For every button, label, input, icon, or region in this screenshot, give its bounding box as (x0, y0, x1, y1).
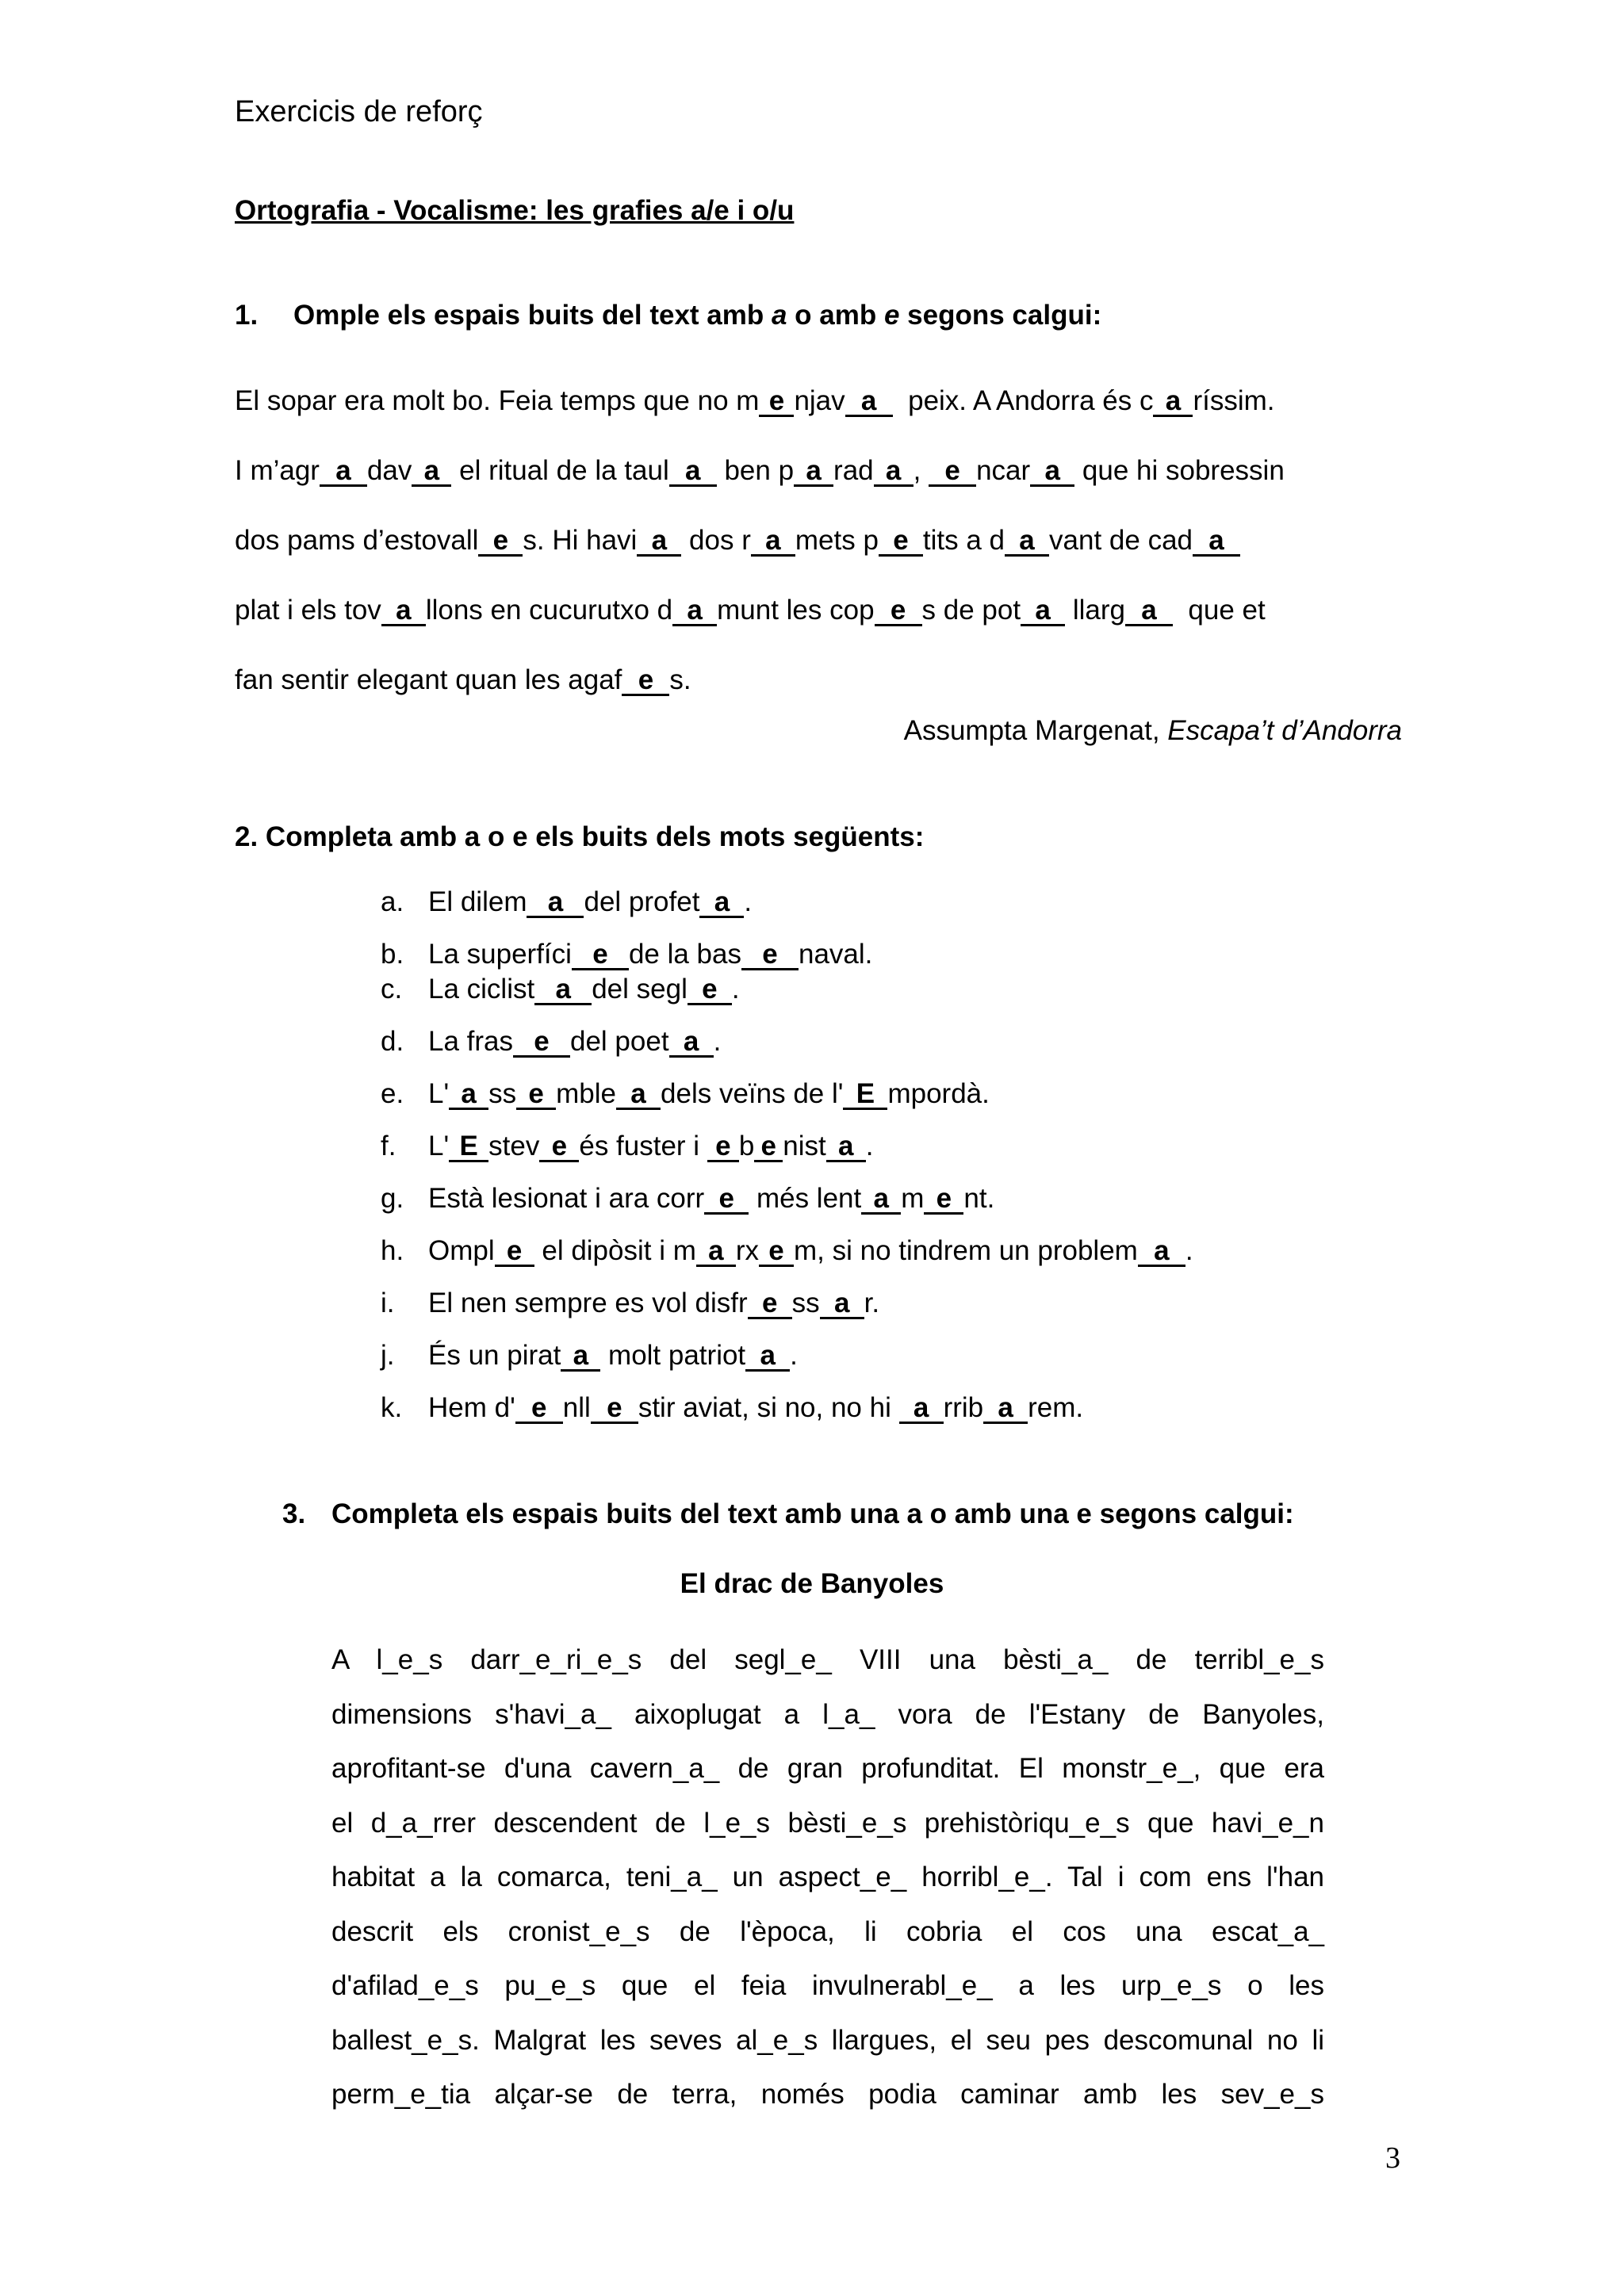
text-segment: La fras (428, 1026, 513, 1057)
text-segment: vant de cad (1049, 525, 1193, 556)
item-letter: b. (381, 939, 404, 970)
answer-blank: a (412, 457, 451, 487)
answer-blank: a (381, 596, 426, 626)
answer-blank: e (495, 1237, 534, 1267)
text-segment: La superfíci (428, 939, 572, 970)
answer-blank: a (1153, 387, 1193, 417)
text-line (235, 576, 1394, 645)
story-title: El drac de Banyoles (680, 1568, 944, 1599)
story-line: perm_e_tia alçar-se de terra, només podia caminar amb les sev_e_s (331, 2079, 1324, 2110)
item-text (428, 1392, 1083, 1424)
text-line (235, 436, 1394, 506)
text-segment: dels veïns de l' (661, 1078, 844, 1109)
text-segment: . (790, 1340, 798, 1371)
text-segment: ríssim. (1193, 385, 1275, 416)
answer-blank: e (875, 596, 922, 626)
item-text (428, 1183, 994, 1215)
text-segment: s de pot (921, 595, 1021, 626)
text-segment: el ritual de la taul (451, 455, 669, 486)
text-segment: del segl (592, 974, 688, 1004)
item-text (428, 1078, 990, 1110)
answer-blank: a (874, 457, 914, 487)
item-letter: g. (381, 1183, 404, 1214)
answer-blank: a (820, 1289, 864, 1319)
text-segment: . (713, 1026, 722, 1057)
item-letter: f. (381, 1131, 396, 1161)
answer-blank: a (1030, 457, 1074, 487)
answer-blank: a (845, 387, 893, 417)
text-segment: ss (791, 1288, 820, 1318)
source-work: Escapa’t d’Andorra (1167, 715, 1402, 746)
text-segment: m (901, 1183, 925, 1214)
text-segment: llarg (1065, 595, 1125, 626)
text-segment: I m’agr (235, 455, 320, 486)
answer-blank: e (759, 1237, 794, 1267)
answer-blank: a (1193, 526, 1240, 557)
text-segment: naval. (799, 939, 873, 970)
text-segment: més lent (749, 1183, 862, 1214)
text-segment: L' (428, 1131, 450, 1161)
answer-blank: e (688, 975, 732, 1005)
text-segment: , (913, 455, 929, 486)
exercise-1-title-a: a (771, 300, 787, 331)
item-text (428, 939, 872, 970)
text-segment: mble (556, 1078, 617, 1109)
answer-blank: a (826, 1132, 866, 1162)
answer-blank: e (539, 1132, 579, 1162)
exercise-1-title (235, 300, 1101, 331)
item-letter: e. (381, 1078, 404, 1109)
item-letter: h. (381, 1235, 404, 1266)
exercise-1-source (904, 715, 1402, 747)
answer-blank: a (745, 1341, 790, 1372)
exercise-1-text (235, 366, 1394, 715)
answer-blank: e (748, 1289, 792, 1319)
item-text (428, 1131, 873, 1162)
text-segment: s. Hi havi (523, 525, 638, 556)
text-segment: stev (488, 1131, 540, 1161)
text-segment: ncar (976, 455, 1031, 486)
text-segment: del poet (570, 1026, 669, 1057)
text-segment: del profet (584, 886, 700, 917)
text-segment: mpordà. (887, 1078, 990, 1109)
item-letter: j. (381, 1340, 395, 1371)
text-segment: és fuster i (579, 1131, 707, 1161)
text-line (235, 366, 1394, 436)
item-letter: i. (381, 1288, 395, 1318)
answer-blank: a (320, 457, 367, 487)
story-line: aprofitant-se d'una cavern_a_ de gran profunditat. El monstr_e_, que era (331, 1753, 1324, 1784)
answer-blank: e (516, 1080, 556, 1110)
text-segment: nist (783, 1131, 826, 1161)
answer-blank: a (669, 457, 717, 487)
answer-blank: a (1125, 596, 1173, 626)
text-segment: de la bas (628, 939, 741, 970)
answer-blank: E (449, 1132, 488, 1162)
text-segment: Està lesionat i ara corr (428, 1183, 705, 1214)
page-header: Exercicis de reforç (235, 95, 483, 128)
answer-blank: a (534, 975, 592, 1005)
story-line: ballest_e_s. Malgrat les seves al_e_s llargues, el seu pes descomunal no li (331, 2024, 1324, 2056)
answer-blank: a (696, 1237, 736, 1267)
text-segment: . (865, 1131, 874, 1161)
exercise-1-title-mid: o amb (787, 300, 884, 331)
text-segment: b (738, 1131, 755, 1161)
text-segment: llons en cucurutxo d (425, 595, 673, 626)
answer-blank: e (754, 1132, 783, 1162)
answer-blank: E (843, 1080, 887, 1110)
story-line: d'afilad_e_s pu_e_s que el feia invulnerabl_e_ a les urp_e_s o les (331, 1970, 1324, 2001)
answer-blank: a (561, 1341, 600, 1372)
answer-blank: e (513, 1027, 570, 1058)
text-segment: rrib (943, 1392, 984, 1423)
answer-blank: e (929, 457, 976, 487)
answer-blank: a (794, 457, 833, 487)
text-segment: L' (428, 1078, 450, 1109)
text-segment: dav (366, 455, 412, 486)
exercise-3-text (331, 1633, 1324, 2122)
section-title: Ortografia - Vocalisme: les grafies a/e i o/u (235, 195, 795, 226)
answer-blank: e (707, 1132, 739, 1162)
source-author: Assumpta Margenat, (903, 715, 1168, 746)
item-letter: c. (381, 974, 403, 1004)
text-segment: És un pirat (428, 1340, 561, 1371)
text-segment: munt les cop (717, 595, 875, 626)
answer-blank: e (515, 1394, 563, 1424)
text-segment: mets p (795, 525, 879, 556)
exercise-1-title-e: e (883, 300, 900, 331)
text-segment: Hem d' (428, 1392, 515, 1423)
answer-blank: a (751, 526, 795, 557)
exercise-1-number: 1. (235, 300, 259, 331)
answer-blank: e (741, 940, 799, 970)
exercise-3-number: 3. (282, 1498, 306, 1529)
text-segment: que hi sobressin (1074, 455, 1285, 486)
item-text (428, 1026, 721, 1058)
text-segment: que et (1172, 595, 1266, 626)
item-letter: d. (381, 1026, 404, 1057)
text-segment: dos pams d’estovall (235, 525, 479, 556)
item-text (428, 1340, 798, 1372)
answer-blank: a (527, 888, 584, 918)
answer-blank: e (704, 1184, 749, 1215)
answer-blank: a (669, 1027, 714, 1058)
exercise-3-title-text: Completa els espais buits del text amb una a o amb una e segons calgui: (331, 1498, 1294, 1529)
answer-blank: a (616, 1080, 661, 1110)
item-text (428, 1288, 879, 1319)
text-segment: rem. (1028, 1392, 1084, 1423)
answer-blank: a (1138, 1237, 1185, 1267)
story-line: el d_a_rrer descendent de l_e_s bèsti_e_s prehistòriqu_e_s que havi_e_n (331, 1807, 1324, 1839)
answer-blank: e (622, 666, 669, 696)
text-segment: rad (833, 455, 874, 486)
answer-blank: e (924, 1184, 963, 1215)
text-segment: peix. A Andorra és c (892, 385, 1154, 416)
answer-blank: a (637, 526, 681, 557)
answer-blank: a (1005, 526, 1049, 557)
story-line: A l_e_s darr_e_ri_e_s del segl_e_ VIII una bèsti_a_ de terribl_e_s (331, 1644, 1324, 1675)
story-line: dimensions s'havi_a_ aixoplugat a l_a_ vora de l'Estany de Banyoles, (331, 1698, 1324, 1730)
text-segment: nt. (963, 1183, 995, 1214)
answer-blank: e (591, 1394, 638, 1424)
text-segment: . (1185, 1235, 1193, 1266)
item-letter: a. (381, 886, 404, 917)
exercise-1-title-post: segons calgui: (899, 300, 1102, 331)
page-number: 3 (1385, 2141, 1400, 2175)
story-line: habitat a la comarca, teni_a_ un aspect_e_ horribl_e_. Tal i com ens l'han (331, 1862, 1324, 1892)
item-text (428, 974, 740, 1005)
exercise-1-title-pre: Omple els espais buits del text amb (293, 300, 772, 331)
text-segment: tits a d (922, 525, 1005, 556)
answer-blank: e (572, 940, 629, 970)
answer-blank: a (449, 1080, 488, 1110)
text-segment: njav (794, 385, 845, 416)
answer-blank: a (1021, 596, 1065, 626)
item-text (428, 1235, 1193, 1267)
text-segment: molt patriot (600, 1340, 746, 1371)
exercise-2-title: 2. Completa amb a o e els buits dels mots següents: (235, 821, 925, 852)
exercise-3-title (282, 1498, 1294, 1530)
text-segment: El nen sempre es vol disfr (428, 1288, 748, 1318)
text-segment: stir aviat, si no, no hi (638, 1392, 899, 1423)
text-segment: nll (562, 1392, 591, 1423)
text-segment: . (731, 974, 740, 1004)
story-line: descrit els cronist_e_s de l'època, li cobria el cos una escat_a_ (331, 1915, 1324, 1947)
answer-blank: a (983, 1394, 1028, 1424)
answer-blank: e (759, 387, 794, 417)
text-segment: fan sentir elegant quan les agaf (235, 664, 622, 695)
text-segment: plat i els tov (235, 595, 381, 626)
text-segment: La ciclist (428, 974, 535, 1004)
text-segment: dos r (681, 525, 751, 556)
text-segment: ss (488, 1078, 517, 1109)
text-segment: ben p (716, 455, 795, 486)
text-segment: s. (669, 664, 691, 695)
answer-blank: a (699, 888, 744, 918)
text-segment: el dipòsit i m (534, 1235, 696, 1266)
text-segment: . (744, 886, 753, 917)
answer-blank: e (879, 526, 923, 557)
text-segment: El sopar era molt bo. Feia temps que no m (235, 385, 760, 416)
answer-blank: e (478, 526, 523, 557)
answer-blank: a (899, 1394, 944, 1424)
text-segment: Ompl (428, 1235, 495, 1266)
answer-blank: a (672, 596, 717, 626)
text-line (235, 645, 1394, 715)
text-segment: r. (864, 1288, 880, 1318)
item-letter: k. (381, 1392, 403, 1423)
answer-blank: a (861, 1184, 901, 1215)
text-segment: El dilem (428, 886, 527, 917)
text-line (235, 506, 1394, 576)
text-segment: m, si no tindrem un problem (794, 1235, 1138, 1266)
item-text (428, 886, 752, 918)
text-segment: rx (735, 1235, 760, 1266)
